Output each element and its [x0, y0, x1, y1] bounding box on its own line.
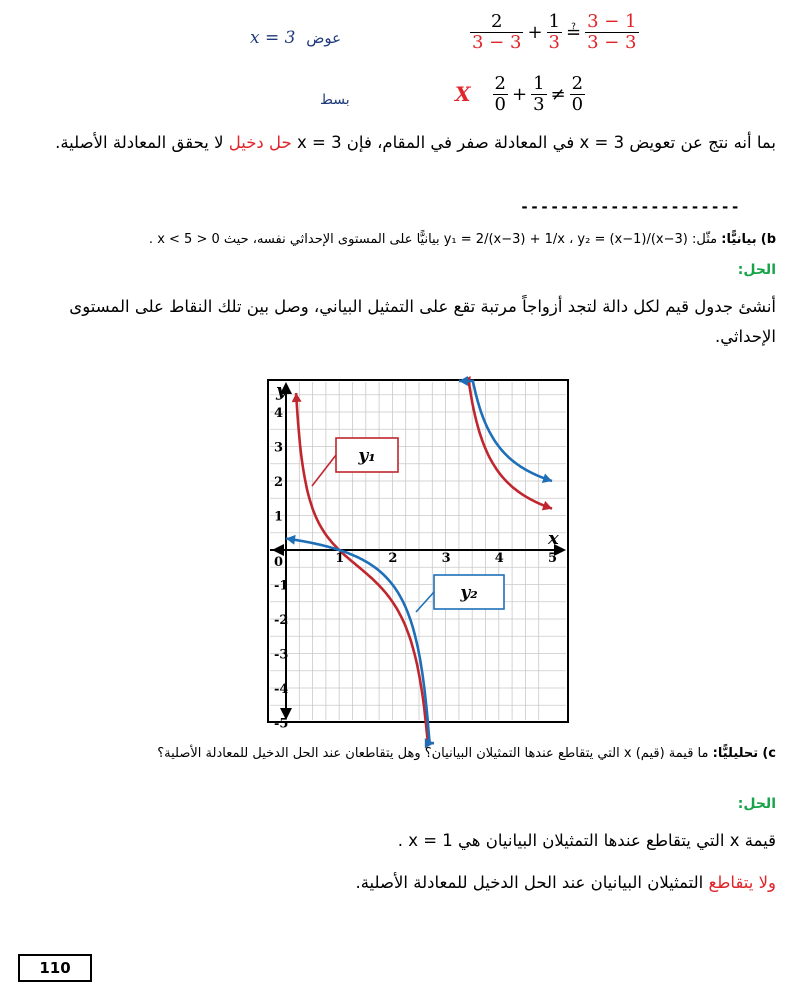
- part-b-letter: b): [760, 232, 776, 247]
- wrong-mark: X: [455, 82, 471, 107]
- y-tick-label: 4: [274, 406, 284, 421]
- x-tick-label: 0: [274, 555, 284, 570]
- simp-fraction-3: $\frac{2}{0}$: [571, 73, 584, 115]
- x-tick-label: 4: [494, 551, 504, 566]
- substitution-word: عوض: [306, 29, 342, 47]
- x-tick-label: 2: [388, 551, 398, 566]
- x-axis-label: x: [548, 528, 559, 549]
- y-tick-label: -2: [274, 613, 289, 628]
- part-b-question: [30, 228, 776, 252]
- y1-callout-label: y₁: [358, 446, 376, 466]
- part-c-question: [30, 742, 776, 766]
- y-tick-label: -5: [274, 716, 289, 732]
- sub-fraction-1: $\frac{2}{3 - 3}$: [472, 11, 522, 53]
- dashed-divider: ----------------------: [520, 198, 741, 216]
- part-b-heading: بيانيًّا:: [721, 232, 757, 247]
- substitution-value: x = 3: [250, 28, 296, 48]
- part-c-letter: c): [762, 746, 776, 761]
- y-tick-label: 3: [274, 440, 284, 456]
- x-tick-label: 1: [335, 551, 345, 566]
- y-tick-label: -3: [274, 647, 289, 663]
- part-b-solution-body: أنشئ جدول قيم لكل دالة لتجد أزواجاً مرتبة تقع على التمثيل البياني، وصل بين تلك النقاط على المستوى الإحداثي.: [69, 297, 776, 346]
- page-number-box: [18, 954, 92, 982]
- function-graph: [268, 380, 568, 732]
- sub-fraction-3: $\frac{3 - 1}{3 - 3}$: [587, 11, 637, 53]
- does-not-intersect-term: ولا يتقاطع: [708, 873, 776, 892]
- y-axis-label: y: [276, 380, 287, 401]
- y-tick-label: -1: [274, 578, 289, 594]
- extraneous-solution-term: حل دخيل: [228, 133, 292, 152]
- sub-fraction-2: $\frac{1}{3}$: [548, 11, 560, 53]
- conclusion-paragraph: بما أنه نتج عن تعويض 3 = x في المعادلة صفر في المقام، فإن 3 = x حل دخيل لا يحقق المعادلة الأصلية.: [55, 133, 776, 152]
- simplify-label: بسط: [320, 92, 350, 108]
- page-number: 110: [39, 959, 71, 977]
- substitution-equation: $\frac{2}{3 - 3}$ + $\frac{1}{3}$ ≟ $\frac{3 - 1}{3 - 3}$: [472, 11, 637, 53]
- part-c-heading: تحليليًّا:: [712, 746, 759, 761]
- y2-callout-label: y₂: [460, 583, 478, 603]
- part-c-answer-2: ولا يتقاطع التمثيلان البيانيان عند الحل الدخيل للمعادلة الأصلية.: [355, 873, 776, 892]
- x-tick-label: 3: [441, 551, 451, 566]
- simp-fraction-2: $\frac{1}{3}$: [533, 73, 545, 115]
- y-tick-label: -4: [274, 682, 289, 697]
- part-c-text: ما قيمة (قيم) x التي يتقاطع عندها التمثيلان البيانيان؟ وهل يتقاطعان عند الحل الدخيل للمعادلة الأصلية؟: [157, 746, 709, 761]
- x-tick-label: 5: [548, 551, 558, 566]
- simplify-equation: X $\frac{2}{0}$ + $\frac{1}{3}$ ≠ $\frac{2}{0}$: [455, 73, 584, 115]
- simp-fraction-1: $\frac{2}{0}$: [494, 73, 506, 115]
- part-c-solution-label: الحل:: [737, 796, 776, 812]
- part-b-solution-label: الحل:: [737, 262, 776, 278]
- y-tick-label: 1: [274, 509, 284, 525]
- part-c-answer-1: قيمة x التي يتقاطع عندها التمثيلان البيانيان هي 1 = x .: [397, 831, 776, 850]
- substitution-label: [250, 28, 370, 48]
- part-b-text: مثّل: y₁ = 2/(x−3) + 1/x ، y₂ = (x−1)/(x−3) بيانيًّا على المستوى الإحداثي نفسه، حيث 0 < x < 5 .: [148, 232, 718, 247]
- y-tick-label: 2: [274, 475, 284, 490]
